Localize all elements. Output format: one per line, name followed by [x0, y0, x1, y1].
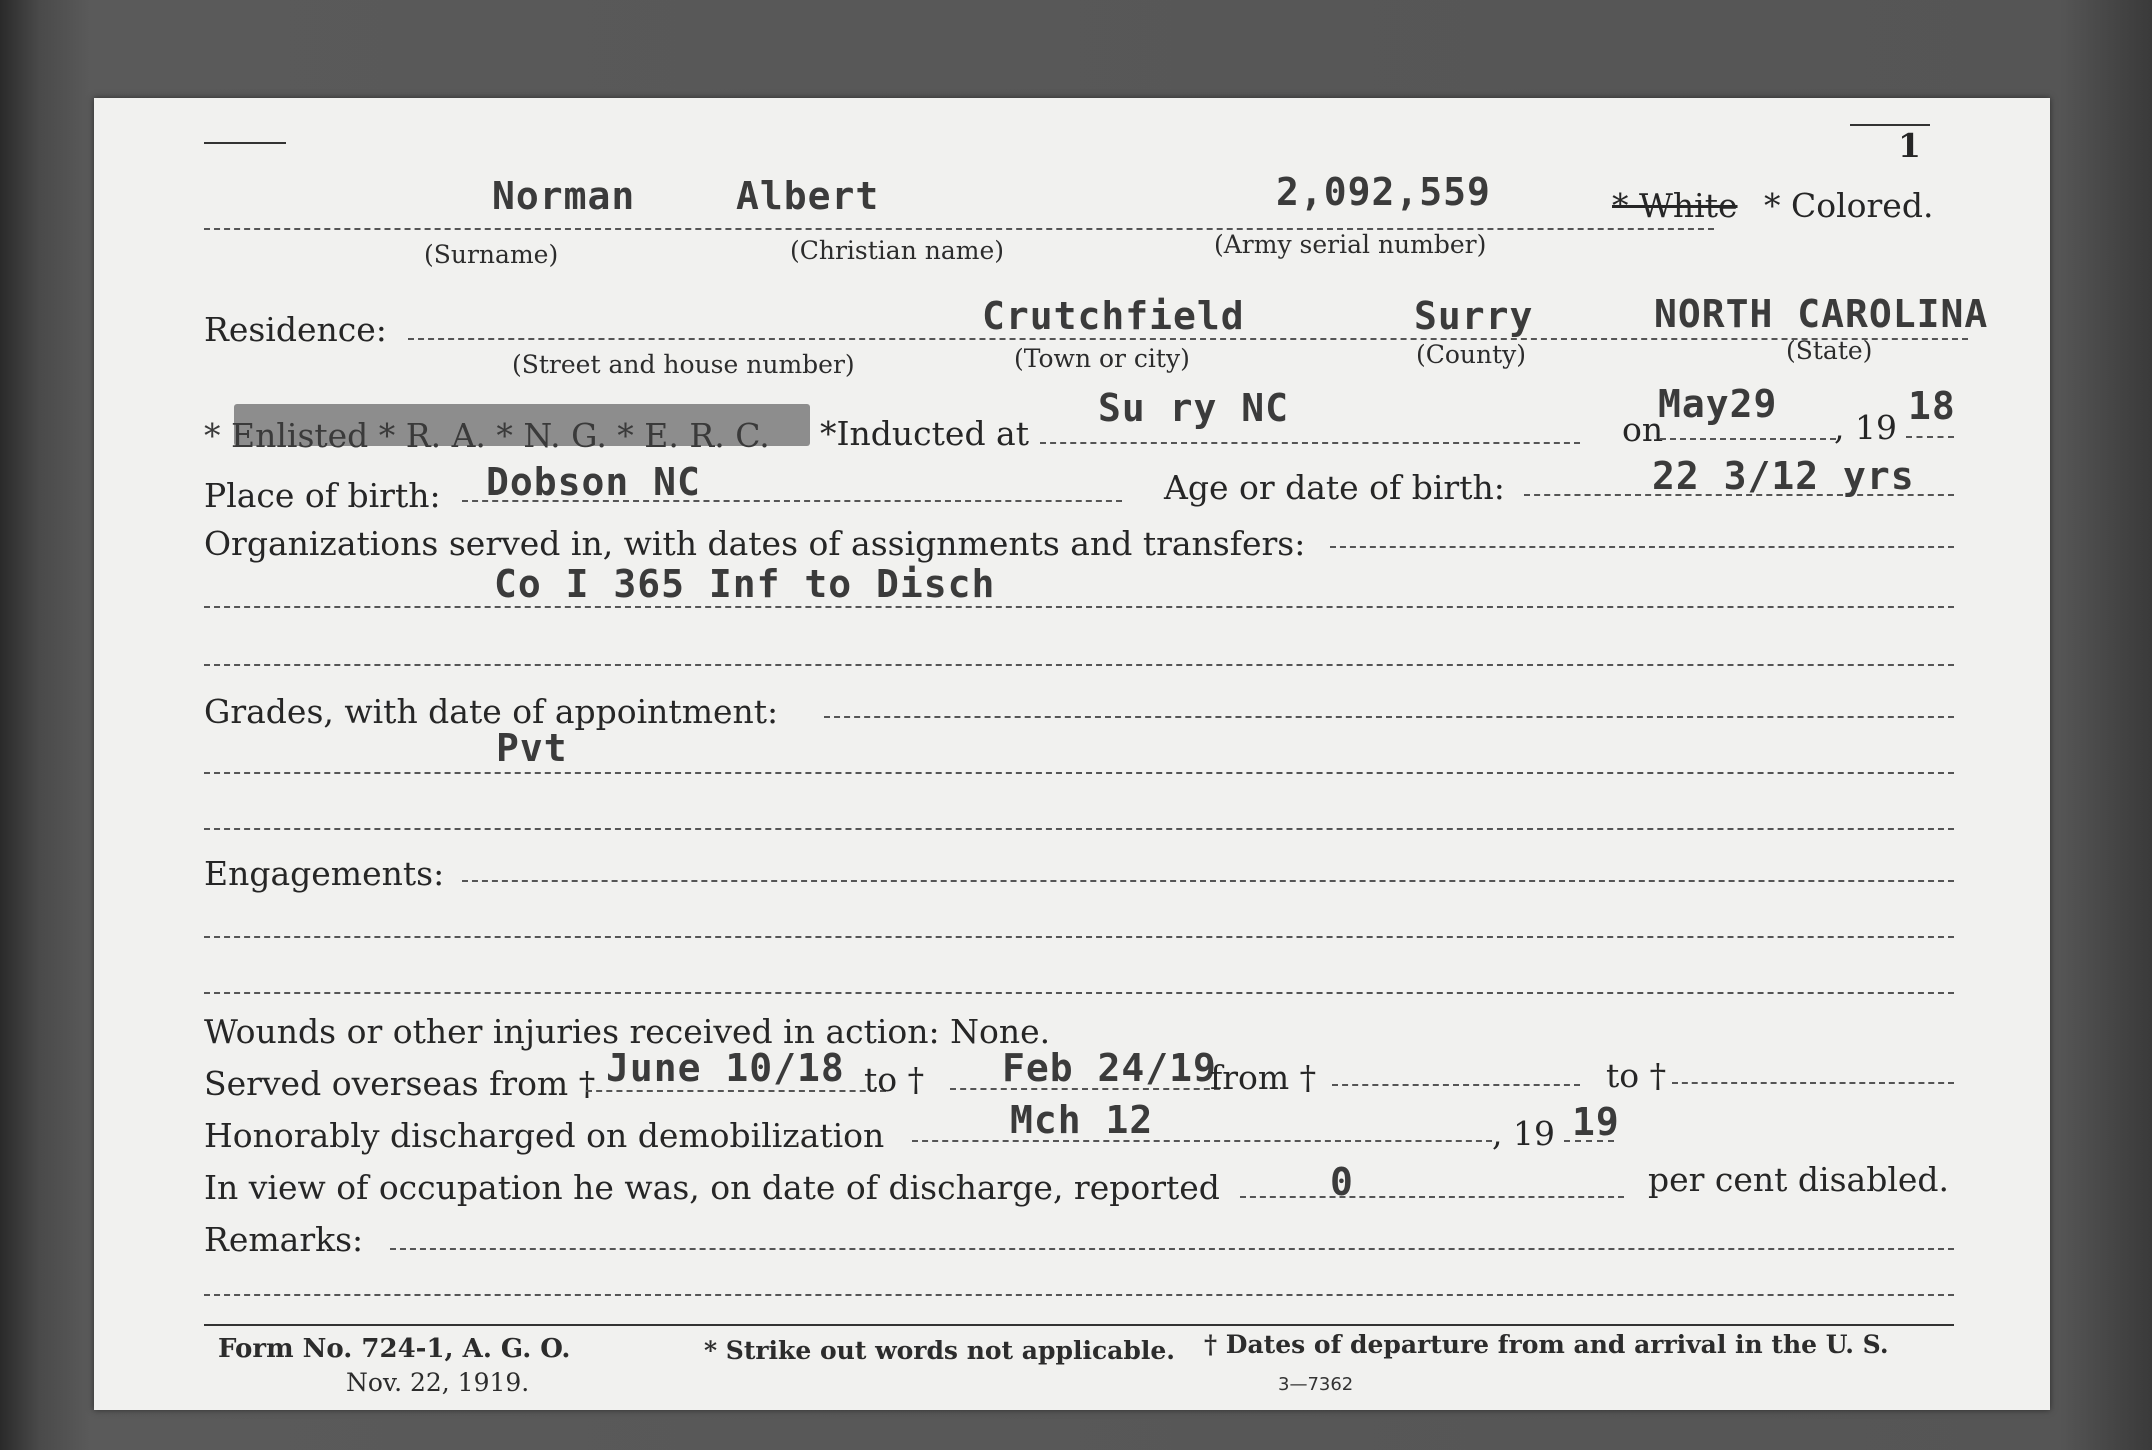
year-label: , 19: [1834, 408, 1897, 447]
footnote-dates: † Dates of departure from and arrival in the U. S.: [1204, 1330, 1889, 1359]
disability-label: In view of occupation he was, on date of discharge, reported: [204, 1168, 1220, 1207]
inducted-at-value: Su ry NC: [1098, 386, 1290, 430]
age-label: Age or date of birth:: [1164, 468, 1505, 507]
overseas-label: Served overseas from †: [204, 1064, 596, 1103]
disability-value: 0: [1330, 1160, 1354, 1204]
overseas-from-line-2: [1332, 1084, 1580, 1086]
engagements-line-3: [204, 992, 1954, 994]
footnote-strike: * Strike out words not applicable.: [704, 1336, 1175, 1365]
form-date: Nov. 22, 1919.: [346, 1368, 530, 1397]
residence-label: Residence:: [204, 310, 387, 349]
grades-line-1: [824, 716, 1954, 718]
enlisted-options: * Enlisted * R. A. * N. G. * E. R. C.: [204, 416, 770, 455]
overseas-to-line-2: [1672, 1082, 1954, 1084]
inducted-label: *Inducted at: [820, 414, 1029, 453]
surname-value: Norman: [492, 174, 636, 218]
engagements-label: Engagements:: [204, 854, 445, 893]
induction-year: 18: [1908, 384, 1956, 428]
organizations-label: Organizations served in, with dates of assignments and transfers:: [204, 524, 1306, 563]
discharge-year-label: , 19: [1492, 1114, 1555, 1153]
disability-line: [1240, 1196, 1624, 1198]
serial-number-label: (Army serial number): [1214, 230, 1487, 259]
christian-name-value: Albert: [736, 174, 880, 218]
name-line: [204, 228, 1714, 230]
residence-county: Surry: [1414, 294, 1534, 338]
state-label: (State): [1786, 336, 1873, 365]
discharge-date-line: [912, 1140, 1492, 1142]
surname-label: (Surname): [424, 240, 559, 269]
overseas-from-value: June 10/18: [606, 1046, 845, 1090]
page-number: 1: [1898, 126, 1921, 165]
remarks-line-2: [204, 1294, 1954, 1296]
on-label: on: [1622, 410, 1664, 449]
service-record-card: [94, 98, 2050, 1410]
engagements-line-1: [462, 880, 1954, 882]
street-label: (Street and house number): [512, 350, 855, 379]
remarks-line-1: [390, 1248, 1954, 1250]
christian-name-label: (Christian name): [790, 236, 1005, 265]
discharge-year: 19: [1572, 1100, 1620, 1144]
org-line-2: [204, 606, 1954, 608]
overseas-to-label-2: to †: [1606, 1056, 1667, 1095]
discharge-date: Mch 12: [1010, 1098, 1154, 1142]
overseas-from-label-2: from †: [1210, 1058, 1317, 1097]
date-line: [1660, 438, 1836, 440]
town-label: (Town or city): [1014, 344, 1190, 373]
grades-line-2: [204, 772, 1954, 774]
race-white: * White: [1612, 186, 1738, 225]
organizations-value: Co I 365 Inf to Disch: [494, 562, 996, 606]
inducted-line: [1040, 442, 1580, 444]
wounds-label: Wounds or other injuries received in action: None.: [204, 1012, 1051, 1051]
grades-line-3: [204, 828, 1954, 830]
place-of-birth-label: Place of birth:: [204, 476, 441, 515]
age-value: 22 3/12 yrs: [1652, 454, 1915, 498]
top-left-rule: [204, 142, 286, 144]
form-number: Form No. 724-1, A. G. O.: [218, 1334, 571, 1364]
print-code: 3—7362: [1278, 1374, 1354, 1395]
engagements-line-2: [204, 936, 1954, 938]
residence-line: [408, 338, 1968, 340]
org-line-3: [204, 664, 1954, 666]
overseas-to-value: Feb 24/19: [1002, 1046, 1217, 1090]
residence-town: Crutchfield: [982, 294, 1245, 338]
overseas-from-line: [586, 1090, 886, 1092]
grades-value: Pvt: [496, 726, 568, 770]
discharge-label: Honorably discharged on demobilization: [204, 1116, 885, 1155]
footer-rule: [204, 1324, 1954, 1326]
place-of-birth-value: Dobson NC: [486, 460, 701, 504]
residence-state: NORTH CAROLINA: [1654, 292, 1989, 336]
county-label: (County): [1416, 340, 1527, 369]
induction-date: May29: [1658, 382, 1778, 426]
race-colored: * Colored.: [1764, 186, 1934, 225]
overseas-to-label: to †: [864, 1060, 925, 1099]
year-line: [1906, 436, 1954, 438]
remarks-label: Remarks:: [204, 1220, 364, 1259]
org-line-1: [1330, 546, 1954, 548]
grades-label: Grades, with date of appointment:: [204, 692, 779, 731]
serial-number-value: 2,092,559: [1276, 170, 1491, 214]
disability-suffix: per cent disabled.: [1648, 1160, 1950, 1199]
